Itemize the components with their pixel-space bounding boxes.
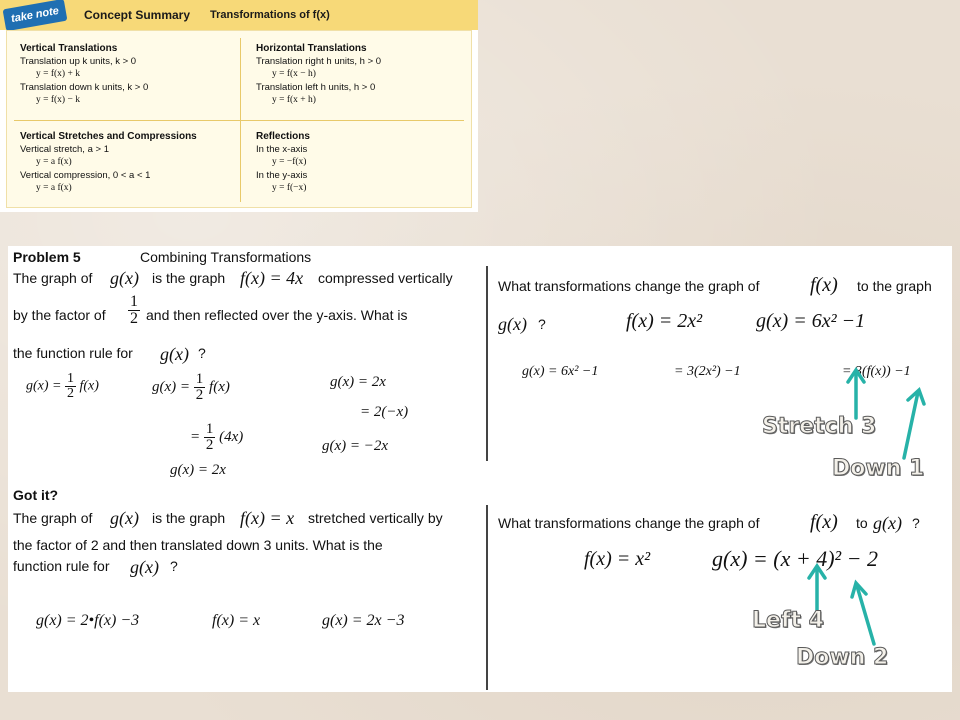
r1-text2: to the graph xyxy=(857,278,932,294)
r2-fdef: f(x) = x² xyxy=(584,548,651,570)
p5-work3a: = xyxy=(190,428,201,445)
rf-line1: In the x-axis xyxy=(256,144,308,155)
r2-gx: g(x) xyxy=(873,513,902,533)
vt-formula1: y = f(x) + k xyxy=(36,69,80,79)
p5-work2a: g(x) = xyxy=(152,378,191,395)
g-text3: stretched vertically by xyxy=(308,510,443,526)
r2-gdef: g(x) = (x + 4)² − 2 xyxy=(712,546,878,571)
g-text1: The graph of xyxy=(13,510,93,526)
st-line1: Vertical stretch, a > 1 xyxy=(20,144,109,155)
problem5-title: Combining Transformations xyxy=(140,249,312,265)
st-line2: Vertical compression, 0 < a < 1 xyxy=(20,170,151,181)
g-work1: g(x) = 2•f(x) −3 xyxy=(36,612,140,629)
st-heading: Vertical Stretches and Compressions xyxy=(20,131,197,142)
p5-work5: g(x) = 2x xyxy=(330,374,386,390)
w1-den: 2 xyxy=(67,386,74,401)
r1-text1: What transformations change the graph of xyxy=(498,278,760,294)
p5-text6: the function rule for xyxy=(13,345,133,361)
p5-work2b: f(x) xyxy=(209,378,230,395)
p5-text4: by the factor of xyxy=(13,307,106,323)
concept-title: Concept Summary xyxy=(84,8,191,22)
p5-text2: is the graph xyxy=(152,270,226,286)
gotit-label: Got it? xyxy=(13,487,59,503)
g-gx-2: g(x) xyxy=(130,557,159,577)
p5-q: ? xyxy=(198,345,206,361)
note-down1: Down 1 xyxy=(832,456,925,481)
ht-line2: Translation left h units, h > 0 xyxy=(256,82,376,93)
p5-work7: g(x) = −2x xyxy=(322,438,389,454)
p5-text5: and then reflected over the y-axis. What is xyxy=(146,307,408,323)
rf-formula1: y = −f(x) xyxy=(272,157,307,167)
r1-step3: = 3(f(x)) −1 xyxy=(842,364,911,379)
p5-gx: g(x) xyxy=(110,268,139,288)
rf-line2: In the y-axis xyxy=(256,170,308,181)
g-gx: g(x) xyxy=(110,508,139,528)
vt-heading: Vertical Translations xyxy=(20,43,118,54)
r1-gdef: g(x) = 6x² −1 xyxy=(756,310,866,332)
ht-heading: Horizontal Translations xyxy=(256,43,367,54)
w2-num: 1 xyxy=(195,371,204,387)
rf-formula2: y = f(−x) xyxy=(272,183,307,193)
p5-work4: g(x) = 2x xyxy=(170,462,226,478)
p5-work3b: (4x) xyxy=(219,428,244,445)
p5-text1: The graph of xyxy=(13,270,93,286)
g-text4: the factor of 2 and then translated down 3 units. What is the xyxy=(13,537,383,553)
p5-work1a: g(x) = xyxy=(26,378,62,394)
ht-formula2: y = f(x + h) xyxy=(272,95,316,105)
r1-step1: g(x) = 6x² −1 xyxy=(522,364,599,379)
half-den: 2 xyxy=(130,310,138,327)
note-down2: Down 2 xyxy=(796,645,889,670)
vt-line2: Translation down k units, k > 0 xyxy=(20,82,149,93)
r1-fdef: f(x) = 2x² xyxy=(626,310,703,332)
half-num: 1 xyxy=(130,293,138,310)
p5-fx: f(x) = 4x xyxy=(240,268,304,288)
p5-text3: compressed vertically xyxy=(318,270,453,286)
st-formula1: y = a f(x) xyxy=(36,157,72,167)
vt-formula2: y = f(x) − k xyxy=(36,95,80,105)
w3-num: 1 xyxy=(205,421,214,437)
concept-subtitle: Transformations of f(x) xyxy=(210,9,330,21)
g-q: ? xyxy=(170,558,178,574)
arrow-down1 xyxy=(904,392,918,458)
g-text2: is the graph xyxy=(152,510,226,526)
w3-den: 2 xyxy=(205,437,214,453)
st-formula2: y = a f(x) xyxy=(36,183,72,193)
w2-den: 2 xyxy=(195,387,204,403)
g-text5: function rule for xyxy=(13,558,110,574)
note-stretch3: Stretch 3 xyxy=(762,414,877,439)
w1-num: 1 xyxy=(67,371,74,386)
problem5-label: Problem 5 xyxy=(13,249,81,265)
g-work3: g(x) = 2x −3 xyxy=(322,612,405,629)
p5-work6: = 2(−x) xyxy=(360,404,409,420)
r1-gx: g(x) xyxy=(498,314,527,334)
ht-formula1: y = f(x − h) xyxy=(272,69,316,79)
g-fx: f(x) = x xyxy=(240,508,295,528)
r1-q: ? xyxy=(538,316,546,332)
note-left4: Left 4 xyxy=(752,608,824,633)
take-note-badge: take note xyxy=(3,0,68,31)
vt-line1: Translation up k units, k > 0 xyxy=(20,56,137,67)
r2-fx: f(x) xyxy=(810,511,838,533)
r1-fx: f(x) xyxy=(810,274,838,296)
r2-text1: What transformations change the graph of xyxy=(498,515,760,531)
rf-heading: Reflections xyxy=(256,131,310,142)
p5-work1b: f(x) xyxy=(79,378,99,394)
ht-line1: Translation right h units, h > 0 xyxy=(256,56,382,67)
r2-text2: to xyxy=(856,515,868,531)
g-work2: f(x) = x xyxy=(212,612,261,629)
r1-step2: = 3(2x²) −1 xyxy=(674,364,741,379)
p5-gx-2: g(x) xyxy=(160,344,189,364)
r2-q: ? xyxy=(912,515,920,531)
